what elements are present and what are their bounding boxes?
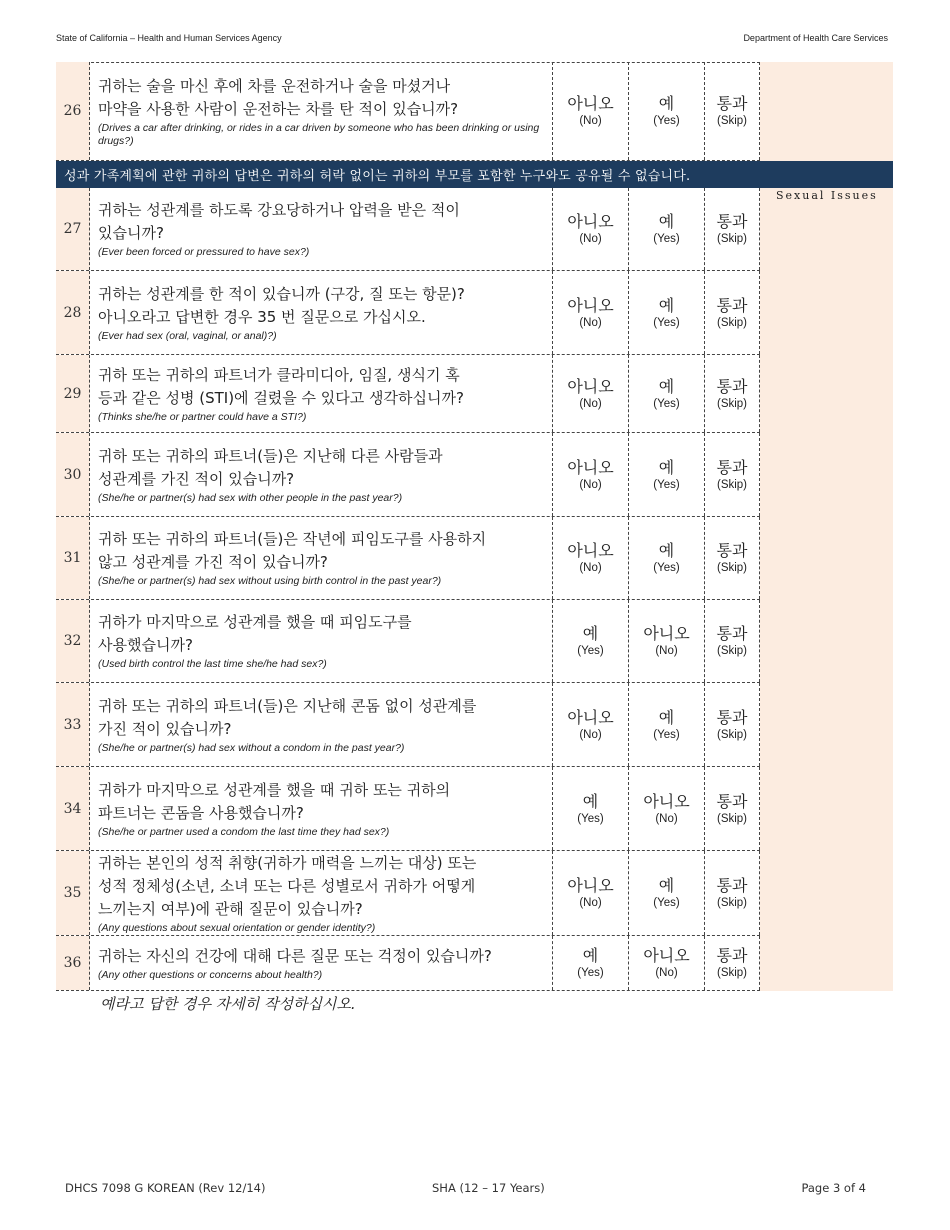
answer-option-korean: 아니오 [567,541,614,560]
answer-option-english: (Yes) [577,967,604,979]
question-korean-line: 귀하는 본인의 성적 취향(귀하가 매력을 느끼는 대상) 또는 [98,853,477,872]
question-korean-line: 사용했습니까? [98,636,193,654]
question-english: (Ever had sex (oral, vaginal, or anal)?) [98,329,277,342]
question-korean-line: 귀하 또는 귀하의 파트너(들)은 작년에 피임도구를 사용하지 [98,530,487,548]
answer-option-korean: 예 [658,94,675,113]
question-text [98,767,550,850]
question-number: 33 [56,683,90,766]
answer-option-english: (Skip) [716,812,748,825]
answer-option-english: (Skip) [716,397,748,410]
question-row [56,851,760,936]
answer-option-korean: 통과 [716,94,748,113]
question-row [56,600,760,683]
question-korean-line: 귀하 또는 귀하의 파트너가 클라미디아, 임질, 생식기 혹 [98,365,460,384]
answer-option-english: (Yes) [653,397,680,410]
answer-option[interactable] [704,600,760,682]
answer-option[interactable] [704,767,760,850]
side-column-top [760,62,893,161]
answer-option-english: (No) [655,812,678,825]
question-number: 36 [56,936,90,990]
footer-form-id: DHCS 7098 G KOREAN (Rev 12/14) [65,1181,266,1195]
answer-option[interactable] [628,271,704,354]
yes-details-note: 예라고 답한 경우 자세히 작성하십시오. [100,995,356,1013]
answer-option-korean: 아니오 [567,376,614,396]
question-english: (Ever been forced or pressured to have sex?) [98,246,310,258]
question-english: (Any other questions or concerns about health?) [98,968,323,981]
answer-option[interactable] [628,851,704,935]
question-korean-line: 귀하는 성관계를 한 적이 있습니까 (구강, 질 또는 항문)? [98,284,465,303]
answer-option-english: (Skip) [716,645,748,657]
answer-option[interactable] [552,433,628,516]
answer-option-english: (No) [579,115,602,127]
answer-option[interactable] [704,355,760,432]
footer-page-number: Page 3 of 4 [801,1181,866,1195]
answer-option[interactable] [552,62,628,160]
question-text [98,600,550,682]
answer-option[interactable] [628,355,704,432]
question-row [56,683,760,767]
answer-option-korean: 예 [658,295,675,315]
question-row [56,355,760,433]
answer-option-english: (Skip) [716,233,748,245]
answer-option-english: (No) [579,233,602,245]
answer-option-korean: 아니오 [567,212,614,231]
question-english: (Any questions about sexual orientation or gender identity?) [98,921,376,934]
question-korean-line: 귀하는 자신의 건강에 대해 다른 질문 또는 걱정이 있습니까? [98,946,492,965]
answer-option-english: (Yes) [653,115,680,127]
question-korean-line: 귀하 또는 귀하의 파트너(들)은 지난해 콘돔 없이 성관계를 [98,696,477,715]
answer-option-korean: 아니오 [567,876,614,895]
question-english: (She/he or partner(s) had sex with other people in the past year?) [98,491,403,504]
answer-option[interactable] [704,271,760,354]
question-row [56,188,760,271]
answer-option-english: (Skip) [716,115,748,127]
question-korean-line: 귀하 또는 귀하의 파트너(들)은 지난해 다른 사람들과 [98,446,443,465]
question-korean-line: 성적 정체성(소년, 소녀 또는 다른 성별로서 귀하가 어떻게 [98,876,476,895]
question-text [98,851,550,935]
question-number: 31 [56,517,90,599]
question-text [98,271,550,354]
answer-option-english: (Yes) [577,645,604,657]
side-column-sexual-issues [760,188,893,991]
answer-option-korean: 예 [658,876,675,895]
question-text [98,517,550,599]
question-number: 29 [56,355,90,432]
answer-option[interactable] [628,936,704,990]
answer-option-korean: 통과 [716,212,748,231]
question-text [98,433,550,516]
answer-option-korean: 예 [582,791,599,811]
question-korean-line: 마약을 사용한 사람이 운전하는 차를 탄 적이 있습니까? [98,99,459,118]
question-row [56,936,760,991]
answer-option-korean: 통과 [716,946,748,965]
question-number: 30 [56,433,90,516]
question-english: (Thinks she/he or partner could have a STI?) [98,410,307,423]
answer-option-english: (No) [655,967,678,979]
answer-option-korean: 통과 [716,624,748,643]
answer-option[interactable] [628,188,704,270]
answer-option-english: (Yes) [577,812,604,825]
answer-option-korean: 예 [658,541,675,560]
answer-option-english: (Skip) [716,967,748,979]
question-english: (She/he or partner(s) had sex without using birth control in the past year?) [98,575,442,587]
section-label-sexual-issues: Sexual Issues [776,189,878,202]
answer-option-korean: 아니오 [643,791,690,811]
question-korean-line: 느끼는지 여부)에 관해 질문이 있습니까? [98,899,363,918]
answer-option-korean: 아니오 [567,295,614,315]
answer-option[interactable] [704,851,760,935]
answer-option-korean: 예 [658,376,675,396]
answer-option[interactable] [704,936,760,990]
answer-option-korean: 통과 [716,541,748,560]
question-text [98,355,550,432]
footer-form-title: SHA (12 – 17 Years) [432,1181,545,1195]
question-row [56,517,760,600]
answer-option-english: (Yes) [653,478,680,491]
question-number: 26 [56,62,90,160]
answer-option-english: (No) [579,316,602,329]
answer-option-english: (Yes) [653,233,680,245]
answer-option-english: (Yes) [653,897,680,909]
answer-option-korean: 통과 [716,876,748,895]
answer-option-english: (No) [579,897,602,909]
question-korean-line: 귀하가 마지막으로 성관계를 했을 때 피임도구를 [98,613,412,631]
question-english: (Drives a car after drinking, or rides in a car driven by someone who has been drinking or using drugs?) [98,121,540,147]
answer-option[interactable] [552,517,628,599]
answer-option-korean: 아니오 [567,94,614,113]
answer-option-english: (No) [579,397,602,410]
answer-option[interactable] [704,517,760,599]
question-row [56,767,760,851]
answer-option-english: (Yes) [653,316,680,329]
answer-option[interactable] [628,517,704,599]
answer-option-korean: 아니오 [643,946,690,965]
question-korean-line: 귀하는 성관계를 하도록 강요당하거나 압력을 받은 적이 [98,201,460,219]
answer-option-english: (No) [655,645,678,657]
header-department: Department of Health Care Services [743,33,888,43]
answer-option-korean: 예 [658,212,675,231]
answer-option[interactable] [552,188,628,270]
question-korean-line: 아니오라고 답변한 경우 35 번 질문으로 가십시오. [98,307,426,326]
question-text [98,936,550,990]
question-number: 35 [56,851,90,935]
answer-option[interactable] [552,683,628,766]
answer-option-korean: 아니오 [567,707,614,727]
question-number: 27 [56,188,90,270]
answer-option-english: (Skip) [716,562,748,574]
answer-option[interactable] [704,683,760,766]
answer-option[interactable] [628,767,704,850]
answer-option-korean: 아니오 [643,624,690,643]
answer-option-english: (Skip) [716,478,748,491]
answer-option-korean: 예 [658,457,675,477]
answer-option-english: (Skip) [716,728,748,741]
answer-option-korean: 예 [582,946,599,965]
question-english: (She/he or partner(s) had sex without a condom in the past year?) [98,741,405,754]
answer-option-english: (No) [579,562,602,574]
question-korean-line: 등과 같은 성병 (STI)에 걸렸을 수 있다고 생각하십니까? [98,388,464,407]
answer-option-korean: 통과 [716,295,748,315]
question-korean-line: 가진 적이 있습니까? [98,719,232,738]
question-text [98,62,550,160]
answer-option-english: (Yes) [653,562,680,574]
answer-option[interactable] [628,683,704,766]
answer-option-korean: 아니오 [567,457,614,477]
question-number: 28 [56,271,90,354]
answer-option[interactable] [552,271,628,354]
question-text [98,188,550,270]
answer-option-korean: 통과 [716,457,748,477]
answer-option[interactable] [552,851,628,935]
question-korean-line: 있습니까? [98,224,164,242]
question-english: (She/he or partner used a condom the last time they had sex?) [98,825,390,838]
answer-option-english: (Yes) [653,728,680,741]
answer-option[interactable] [552,767,628,850]
answer-option-english: (No) [579,728,602,741]
answer-option[interactable] [704,62,760,160]
answer-option[interactable] [704,188,760,270]
answer-option[interactable] [628,433,704,516]
answer-option-korean: 통과 [716,707,748,727]
question-korean-line: 성관계를 가진 적이 있습니까? [98,469,295,488]
question-text [98,683,550,766]
answer-option[interactable] [552,355,628,432]
question-row [56,271,760,355]
question-number: 34 [56,767,90,850]
answer-option-english: (No) [579,478,602,491]
answer-option[interactable] [552,936,628,990]
question-korean-line: 귀하는 술을 마신 후에 차를 운전하거나 술을 마셨거나 [98,76,451,95]
confidentiality-banner: 성과 가족계획에 관한 귀하의 답변은 귀하의 허락 없이는 귀하의 부모를 포함한 누구와도 공유될 수 없습니다. [56,161,893,188]
answer-option-english: (Skip) [716,316,748,329]
question-english: (Used birth control the last time she/he had sex?) [98,658,327,670]
answer-option-korean: 예 [582,624,599,643]
question-korean-line: 파트너는 콘돔을 사용했습니까? [98,803,304,822]
answer-option-english: (Skip) [716,897,748,909]
answer-option-korean: 통과 [716,791,748,811]
question-number: 32 [56,600,90,682]
answer-option[interactable] [552,600,628,682]
question-row [56,433,760,517]
question-korean-line: 않고 성관계를 가진 적이 있습니까? [98,553,328,571]
answer-option[interactable] [628,600,704,682]
answer-option-korean: 통과 [716,376,748,396]
question-row [56,62,760,161]
question-korean-line: 귀하가 마지막으로 성관계를 했을 때 귀하 또는 귀하의 [98,780,451,799]
answer-option[interactable] [628,62,704,160]
header-agency: State of California – Health and Human Services Agency [56,33,282,43]
answer-option-korean: 예 [658,707,675,727]
answer-option[interactable] [704,433,760,516]
